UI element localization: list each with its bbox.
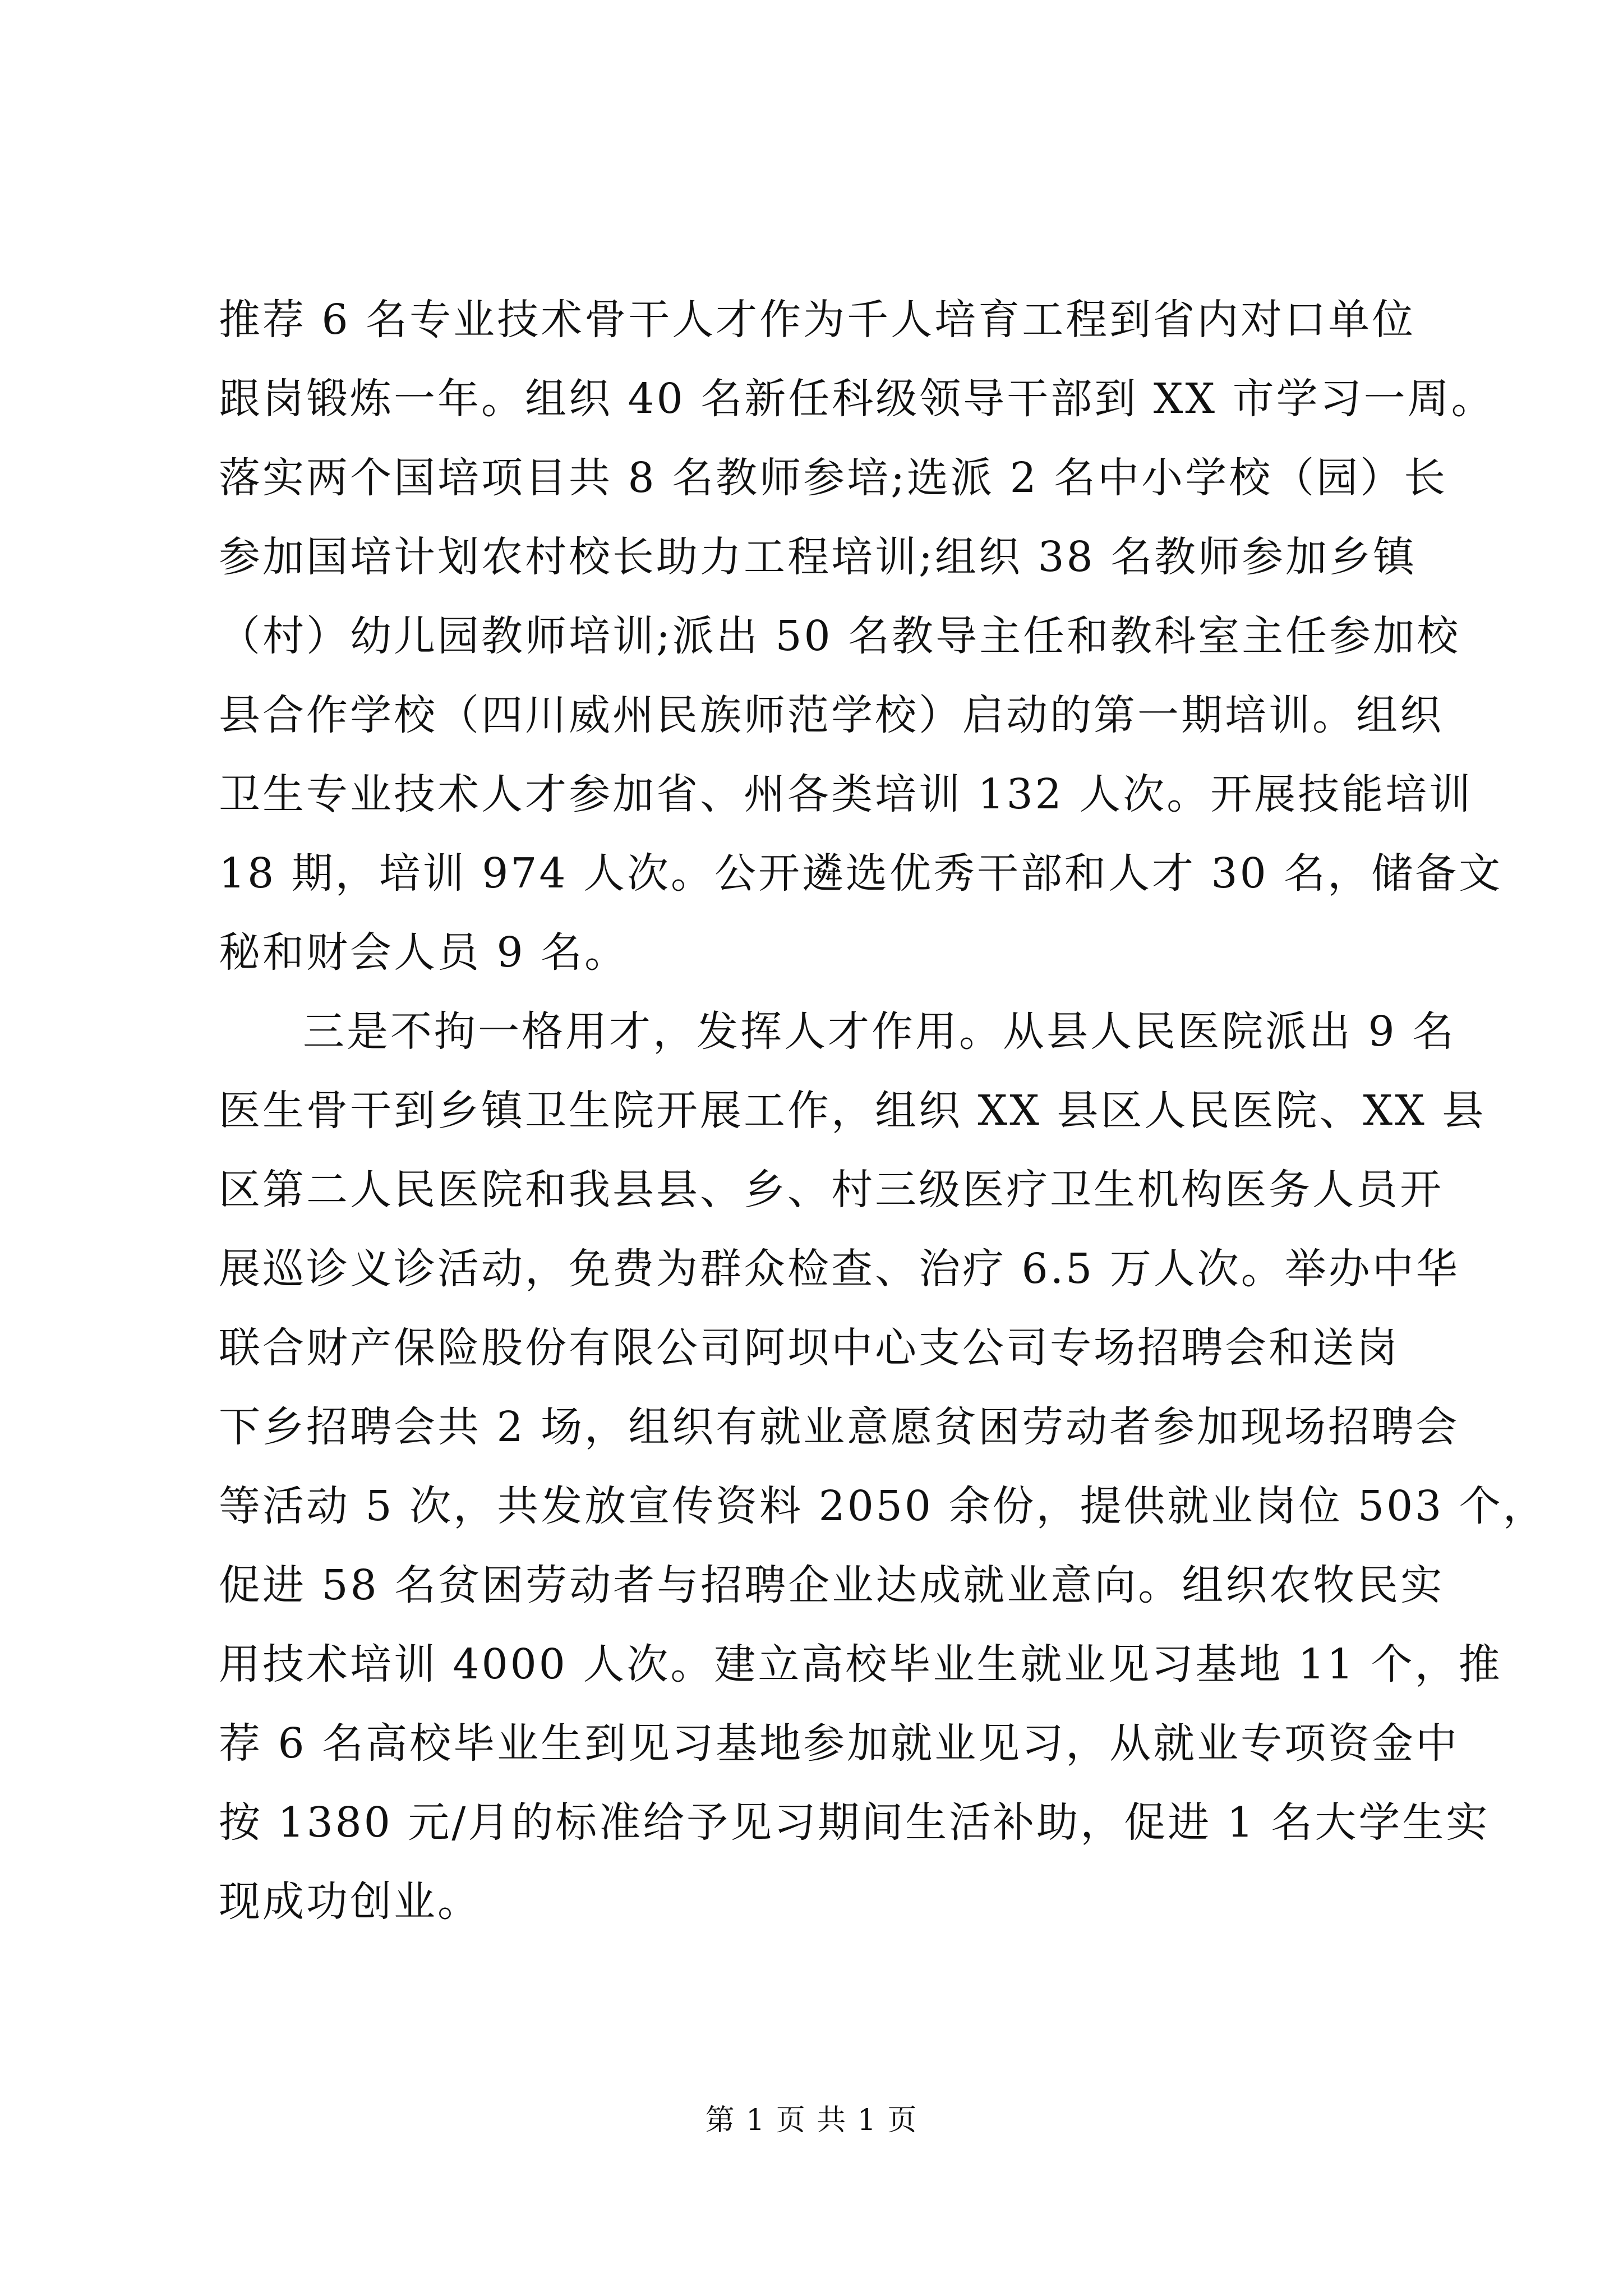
text-line: 按 1380 元/月的标准给予见习期间生活补助，促进 1 名大学生实 — [219, 1798, 1490, 1847]
text-line: 荐 6 名高校毕业生到见习基地参加就业见习，从就业专项资金中 — [219, 1719, 1460, 1768]
text-line: 参加国培计划农村校长助力工程培训;组织 38 名教师参加乡镇 — [219, 533, 1417, 581]
text-line: 展巡诊义诊活动，免费为群众检查、治疗 6.5 万人次。举办中华 — [219, 1245, 1460, 1293]
text-line: 医生骨干到乡镇卫生院开展工作，组织 XX 县区人民医院、XX 县 — [219, 1087, 1486, 1135]
text-line: 卫生专业技术人才参加省、州各类培训 132 人次。开展技能培训 — [219, 770, 1473, 818]
paragraph-first-line: 三是不拘一格用才，发挥人才作用。从县人民医院派出 9 名 — [303, 1007, 1456, 1056]
text-line: 落实两个国培项目共 8 名教师参培;选派 2 名中小学校（园）长 — [219, 454, 1448, 502]
text-line: 用技术培训 4000 人次。建立高校毕业生就业见习基地 11 个，推 — [219, 1640, 1502, 1688]
text-line: 秘和财会人员 9 名。 — [219, 928, 629, 977]
page-number-footer: 第 1 页 共 1 页 — [705, 2104, 918, 2137]
text-line: 跟岗锻炼一年。组织 40 名新任科级领导干部到 XX 市学习一周。 — [219, 375, 1495, 423]
text-line: 等活动 5 次，共发放宣传资料 2050 余份，提供就业岗位 503 个， — [219, 1482, 1547, 1530]
text-line: 推荐 6 名专业技术骨干人才作为千人培育工程到省内对口单位 — [219, 296, 1416, 344]
text-line: 联合财产保险股份有限公司阿坝中心支公司专场招聘会和送岗 — [219, 1324, 1400, 1372]
text-line: 县合作学校（四川威州民族师范学校）启动的第一期培训。组织 — [219, 691, 1444, 739]
text-line: （村）幼儿园教师培训;派出 50 名教导主任和教科室主任参加校 — [219, 612, 1461, 660]
text-line: 区第二人民医院和我县县、乡、村三级医疗卫生机构医务人员开 — [219, 1166, 1444, 1214]
text-line: 18 期，培训 974 人次。公开遴选优秀干部和人才 30 名，储备文 — [219, 849, 1503, 898]
text-line: 下乡招聘会共 2 场，组织有就业意愿贫困劳动者参加现场招聘会 — [219, 1403, 1460, 1451]
text-line: 现成功创业。 — [219, 1878, 481, 1926]
text-line: 促进 58 名贫困劳动者与招聘企业达成就业意向。组织农牧民实 — [219, 1561, 1445, 1609]
